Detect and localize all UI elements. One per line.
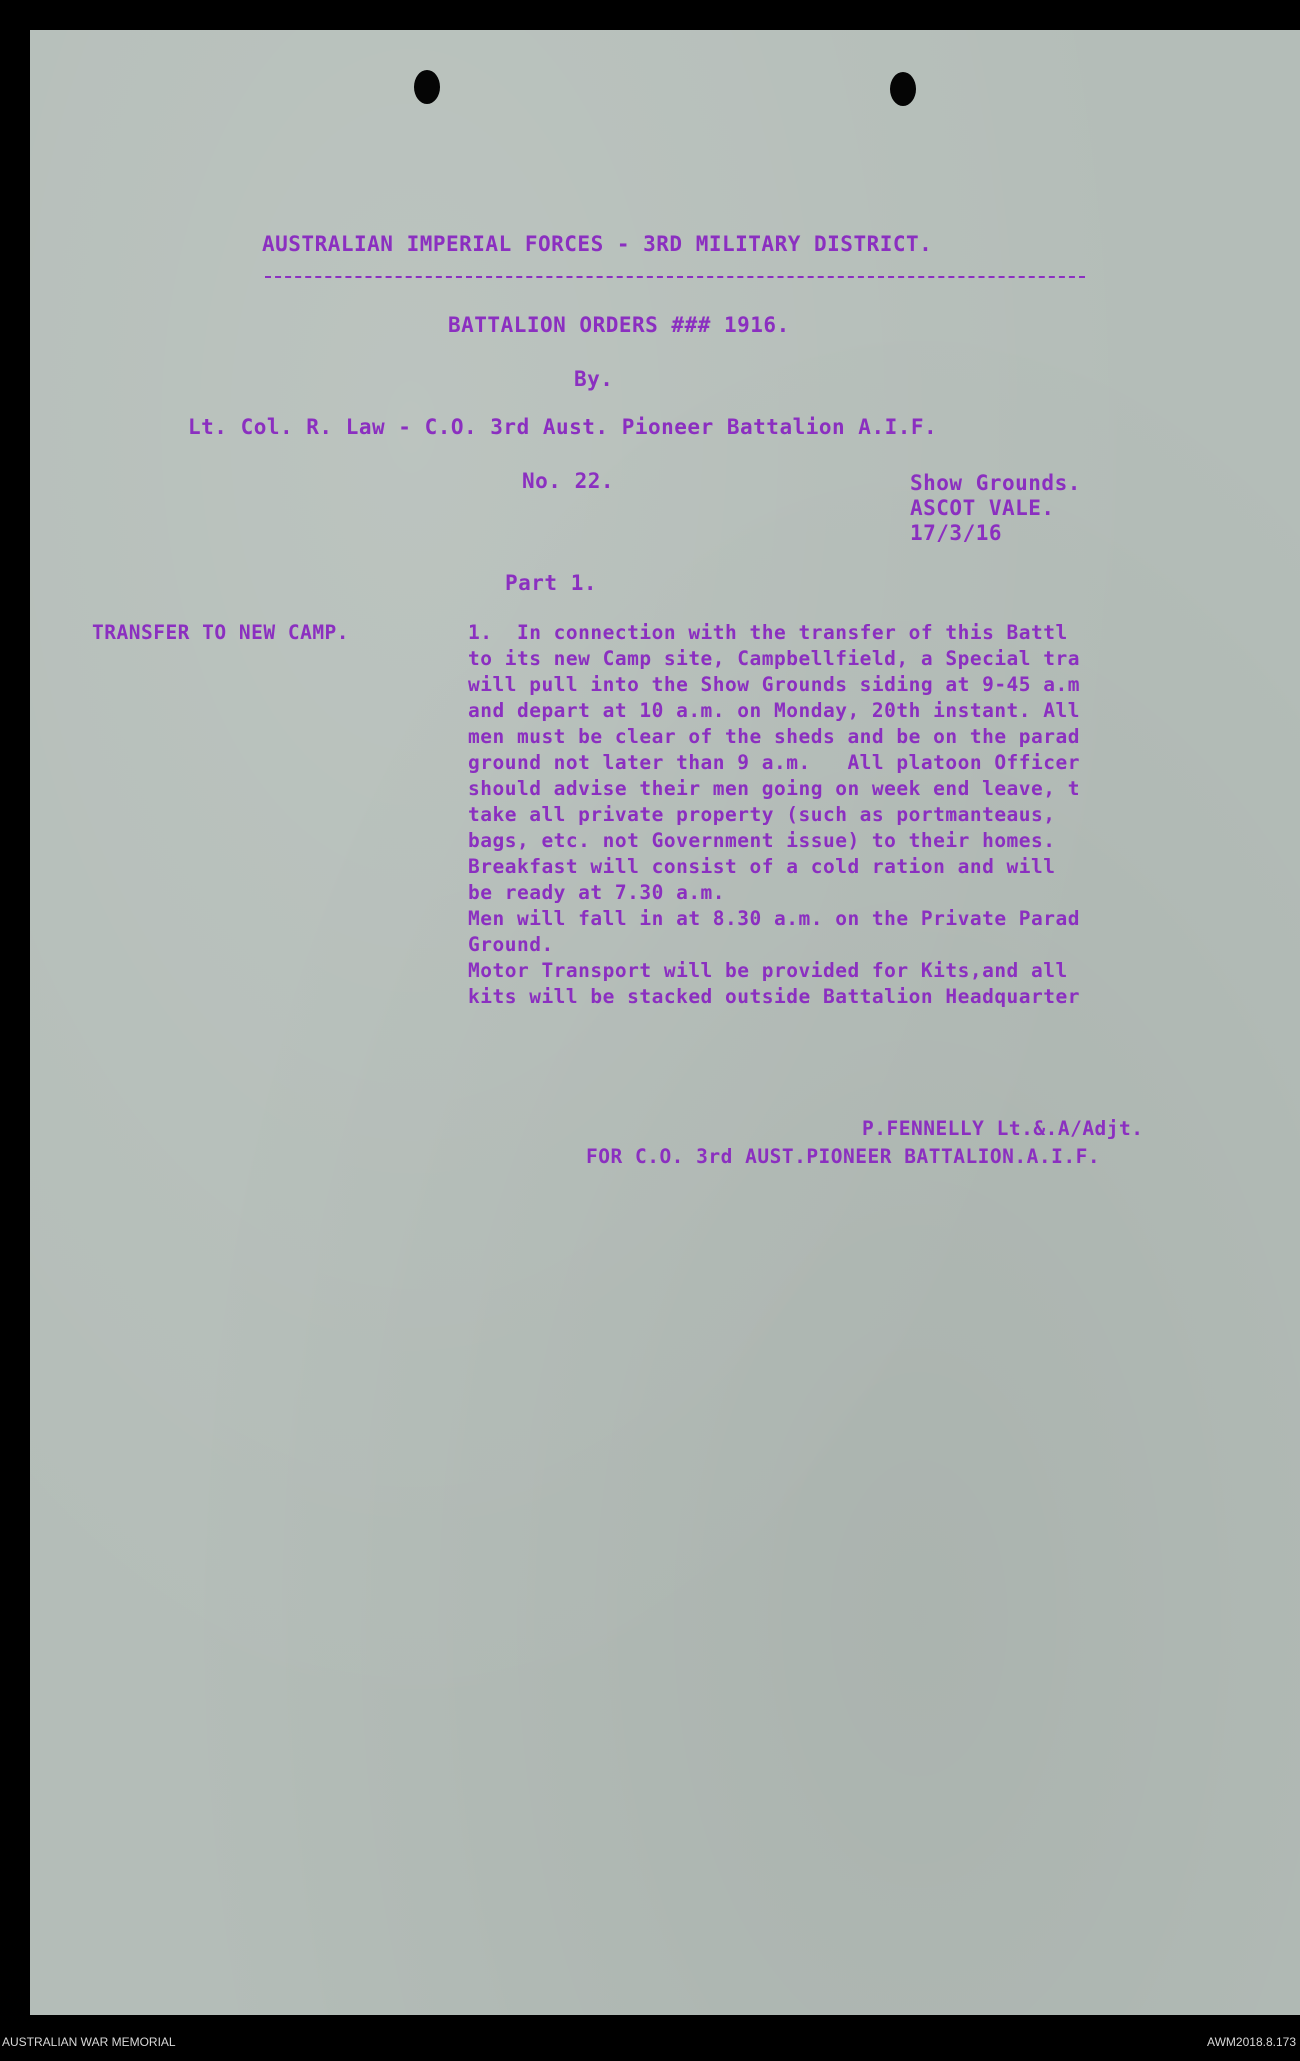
- signature-line-1: P.FENNELLY Lt.&.A/Adjt.: [862, 1117, 1144, 1140]
- order-number: No. 22.: [522, 469, 615, 493]
- location-line-2: ASCOT VALE.: [910, 496, 1055, 520]
- paragraph-line: bags, etc. not Government issue) to their homes.: [468, 829, 1056, 852]
- punch-hole-right: [890, 72, 916, 106]
- paragraph-line: to its new Camp site, Campbellfield, a Special tra: [468, 647, 1080, 670]
- paragraph-line: Breakfast will consist of a cold ration and will: [468, 855, 1056, 878]
- part-heading: Part 1.: [505, 571, 598, 595]
- paragraph-line: Motor Transport will be provided for Kits,and all: [468, 959, 1068, 982]
- archive-name: AUSTRALIAN WAR MEMORIAL: [2, 2035, 176, 2049]
- archive-reference: AWM2018.8.173: [1207, 2035, 1296, 2049]
- paragraph-line: men must be clear of the sheds and be on the parad: [468, 725, 1080, 748]
- paragraph-line: 1. In connection with the transfer of this Battl: [468, 621, 1068, 644]
- paragraph-line: should advise their men going on week end leave, t: [468, 777, 1080, 800]
- section-heading: TRANSFER TO NEW CAMP.: [92, 621, 350, 644]
- paragraph-line: be ready at 7.30 a.m.: [468, 881, 726, 904]
- by-line: By.: [574, 367, 614, 391]
- issuer-line: Lt. Col. R. Law - C.O. 3rd Aust. Pioneer Battalion A.I.F.: [188, 415, 938, 439]
- paragraph-line: and depart at 10 a.m. on Monday, 20th instant. All: [468, 699, 1080, 722]
- signature-line-2: FOR C.O. 3rd AUST.PIONEER BATTALION.A.I.F.: [586, 1145, 1101, 1168]
- paragraph-line: will pull into the Show Grounds siding at 9-45 a.m: [468, 673, 1080, 696]
- paragraph-line: ground not later than 9 a.m. All platoon Officer: [468, 751, 1080, 774]
- paragraph-line: kits will be stacked outside Battalion Headquarter: [468, 985, 1080, 1008]
- order-date: 17/3/16: [910, 521, 1003, 545]
- archive-footer: [0, 2015, 1300, 2061]
- paragraph-line: take all private property (such as portmanteaus,: [468, 803, 1056, 826]
- document-header: AUSTRALIAN IMPERIAL FORCES - 3RD MILITARY DISTRICT.: [262, 232, 933, 256]
- paragraph-line: Men will fall in at 8.30 a.m. on the Private Parad: [468, 907, 1080, 930]
- header-underline: [265, 276, 1085, 278]
- location-line-1: Show Grounds.: [910, 471, 1081, 495]
- punch-hole-left: [414, 70, 440, 104]
- document-title: BATTALION ORDERS ### 1916.: [448, 313, 790, 337]
- paragraph-line: Ground.: [468, 933, 554, 956]
